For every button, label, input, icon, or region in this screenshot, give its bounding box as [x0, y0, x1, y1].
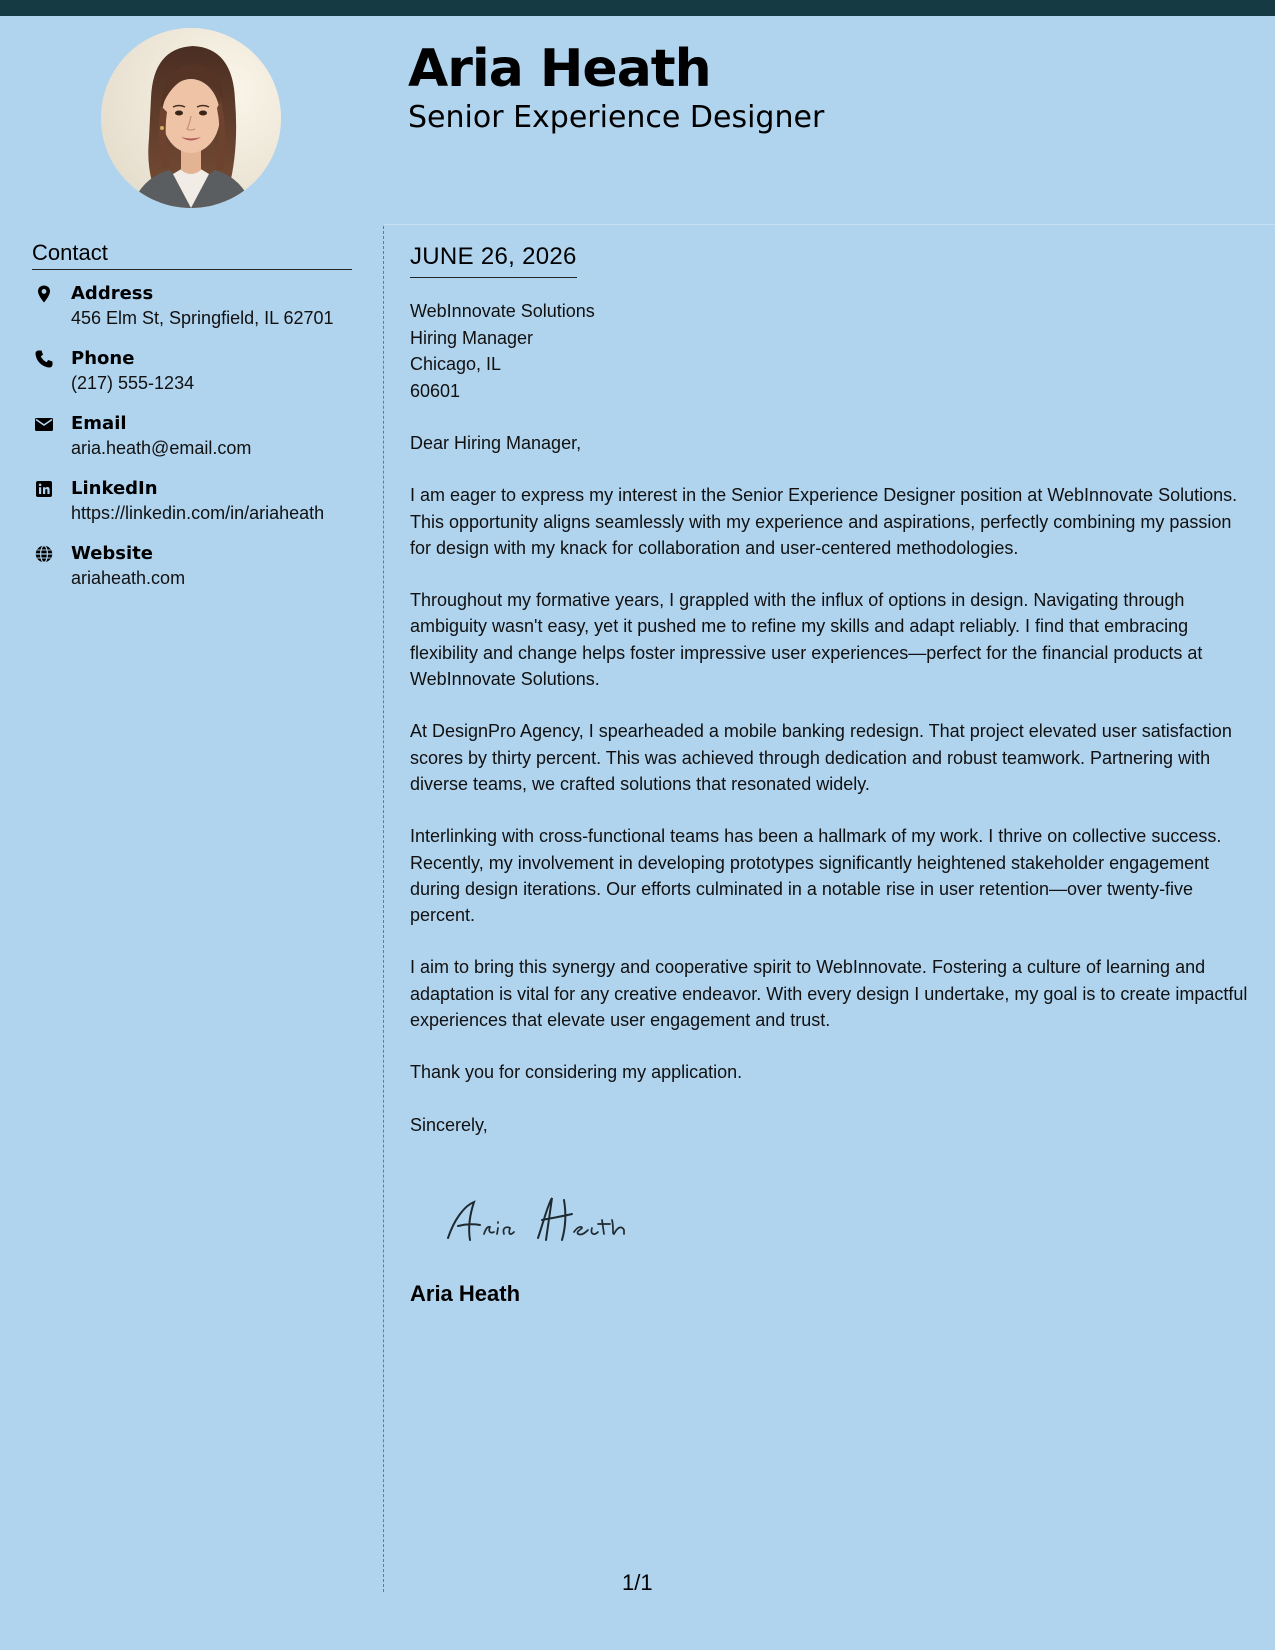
contact-linkedin: [32, 477, 352, 526]
contact-value: 456 Elm St, Springfield, IL 62701: [71, 308, 334, 328]
avatar: [101, 28, 281, 208]
contact-label: Address: [71, 283, 154, 304]
contact-email: [32, 412, 352, 461]
body-paragraph: Interlinking with cross-functional teams has been a hallmark of my work. I thrive on collective success. Recently, my involvement in developing prototypes significantly heightened stakeholder engagement during design iterations. Our efforts culminated in a notable rise in user retention—over twenty-five percent.: [410, 826, 1222, 926]
globe-icon: [34, 544, 54, 564]
signed-name: Aria Heath: [410, 1281, 521, 1307]
page-number: 1/1: [622, 1570, 653, 1595]
contact-label: LinkedIn: [71, 478, 158, 499]
linkedin-icon: [34, 479, 54, 499]
contact-value: (217) 555-1234: [71, 373, 195, 393]
contact-phone: [32, 347, 352, 396]
salutation: Dear Hiring Manager,: [410, 433, 582, 453]
body-paragraph: Throughout my formative years, I grappled with the influx of options in design. Navigating through ambiguity wasn't easy, yet it pushed me to refine my skills and adapt reliably. I find that embracing flexibility and change helps foster impressive user experiences—perfect for the financial products at WebInnovate Solutions.: [410, 590, 1203, 690]
recipient-block: [410, 298, 1255, 404]
top-accent-bar: [0, 0, 1275, 16]
recipient-role: Hiring Manager: [410, 327, 534, 348]
contact-label: Phone: [71, 348, 135, 369]
envelope-icon: [34, 414, 54, 434]
map-pin-icon: [34, 284, 54, 304]
thank-you-line: Thank you for considering my application.: [410, 1062, 743, 1083]
letter-body: [410, 243, 1255, 1308]
recipient-city: Chicago, IL: [410, 354, 502, 374]
linkedin-link[interactable]: https://linkedin.com/in/ariaheath: [71, 503, 325, 523]
column-divider: [383, 226, 384, 1592]
contact-label: Website: [71, 543, 154, 564]
contact-website: [32, 542, 352, 591]
website-link[interactable]: ariaheath.com: [71, 568, 186, 588]
closing: Sincerely,: [410, 1114, 488, 1135]
body-paragraph: I am eager to express my interest in the Senior Experience Designer position at WebInnovate Solutions. This opportunity aligns seamlessly with my experience and aspirations, perfectly combining my passion for design with my knack for collaboration and user-centered methodologies.: [410, 485, 1238, 558]
avatar-portrait: [101, 28, 281, 208]
header-divider: [384, 224, 1275, 225]
contact-label: Email: [71, 413, 127, 434]
applicant-name: Aria Heath: [408, 39, 711, 99]
contact-address: [32, 282, 352, 331]
handwritten-signature: [440, 1190, 660, 1250]
body-paragraph: I aim to bring this synergy and cooperative spirit to WebInnovate. Fostering a culture of learning and adaptation is vital for any creative endeavor. With every design I undertake, my goal is to create impactful experiences that elevate user engagement and trust.: [410, 957, 1248, 1031]
recipient-zip: 60601: [410, 380, 461, 401]
applicant-title: Senior Experience Designer: [408, 100, 825, 135]
contact-sidebar: [32, 240, 352, 607]
recipient-company: WebInnovate Solutions: [410, 301, 595, 321]
body-paragraph: At DesignPro Agency, I spearheaded a mobile banking redesign. That project elevated user satisfaction scores by thirty percent. This was achieved through dedication and robust teamwork. Partnering with diverse teams, we crafted solutions that resonated widely.: [410, 721, 1232, 794]
contact-heading: Contact: [32, 240, 352, 270]
phone-icon: [34, 349, 54, 369]
letter-date: JUNE 26, 2026: [410, 243, 577, 278]
contact-value: aria.heath@email.com: [71, 438, 252, 458]
